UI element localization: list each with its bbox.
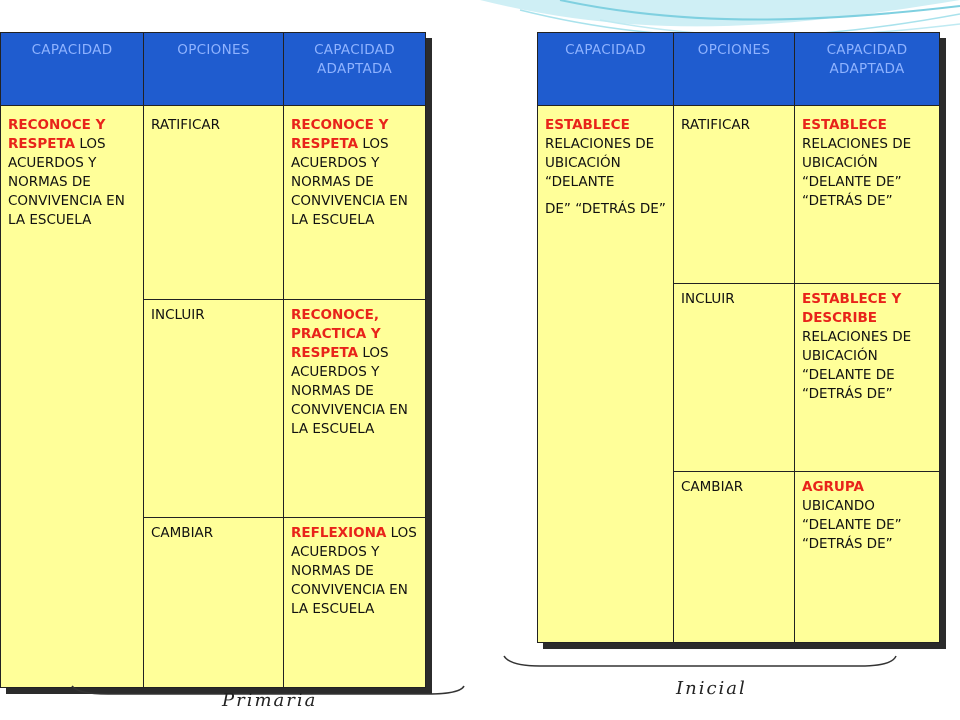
adapted-highlight: REFLEXIONA <box>291 525 387 541</box>
primaria-table <box>0 32 426 688</box>
capacidad-cell <box>1 106 144 688</box>
adapted-highlight: RECONOCE Y RESPETA <box>291 117 389 152</box>
option-label: INCLUIR <box>681 291 735 307</box>
adapted-cell <box>795 472 940 643</box>
adapted-highlight: RECONOCE, PRACTICA Y RESPETA <box>291 307 381 361</box>
adapted-highlight: ESTABLECE Y DESCRIBE <box>802 291 902 326</box>
table-row <box>1 106 426 300</box>
option-label: CAMBIAR <box>151 525 214 541</box>
caption-primaria: Primaria <box>222 690 318 711</box>
option-cell <box>674 106 795 284</box>
option-label: CAMBIAR <box>681 479 744 495</box>
option-cell <box>674 284 795 472</box>
adapted-text: LOS ACUERDOS Y NORMAS DE CONVIVENCIA EN LA ESCUELA <box>291 525 417 617</box>
option-cell <box>144 518 284 688</box>
header-capacidad: CAPACIDAD <box>538 33 674 106</box>
capacidad-highlight: RECONOCE Y RESPETA <box>8 117 106 152</box>
adapted-text: LOS ACUERDOS Y NORMAS DE CONVIVENCIA EN LA ESCUELA <box>291 345 408 437</box>
adapted-cell <box>284 300 426 518</box>
option-label: RATIFICAR <box>681 117 751 133</box>
capacidad-text: RELACIONES DE UBICACIÓN “DELANTE <box>545 136 655 190</box>
option-cell <box>144 106 284 300</box>
option-cell <box>674 472 795 643</box>
adapted-highlight: AGRUPA <box>802 479 864 495</box>
adapted-text: RELACIONES DE UBICACIÓN “DELANTE DE” “DETRÁS DE” <box>802 136 912 209</box>
adapted-text: LOS ACUERDOS Y NORMAS DE CONVIVENCIA EN LA ESCUELA <box>291 136 408 228</box>
option-label: RATIFICAR <box>151 117 221 133</box>
adapted-cell <box>795 284 940 472</box>
header-capacidad: CAPACIDAD <box>1 33 144 106</box>
table-row <box>538 106 940 284</box>
adapted-text: UBICANDO “DELANTE DE” “DETRÁS DE” <box>802 498 902 552</box>
inicial-table <box>537 32 940 643</box>
header-capacidad-adaptada: CAPACIDAD ADAPTADA <box>284 33 426 106</box>
capacidad-text: LOS ACUERDOS Y NORMAS DE CONVIVENCIA EN LA ESCUELA <box>8 136 125 228</box>
option-cell <box>144 300 284 518</box>
adapted-text: RELACIONES DE UBICACIÓN “DELANTE DE “DETRÁS DE” <box>802 329 912 402</box>
option-label: INCLUIR <box>151 307 205 323</box>
inicial-brace <box>500 652 900 672</box>
adapted-cell <box>795 106 940 284</box>
adapted-highlight: ESTABLECE <box>802 117 887 133</box>
capacidad-highlight: ESTABLECE <box>545 117 630 133</box>
caption-inicial: Inicial <box>676 678 747 699</box>
table-header-row <box>1 33 426 106</box>
table-header-row <box>538 33 940 106</box>
header-opciones: OPCIONES <box>144 33 284 106</box>
capacidad-text-cont: DE” “DETRÁS DE” <box>545 201 666 217</box>
header-capacidad-adaptada: CAPACIDAD ADAPTADA <box>795 33 940 106</box>
header-opciones: OPCIONES <box>674 33 795 106</box>
adapted-cell <box>284 518 426 688</box>
adapted-cell <box>284 106 426 300</box>
capacidad-cell <box>538 106 674 643</box>
